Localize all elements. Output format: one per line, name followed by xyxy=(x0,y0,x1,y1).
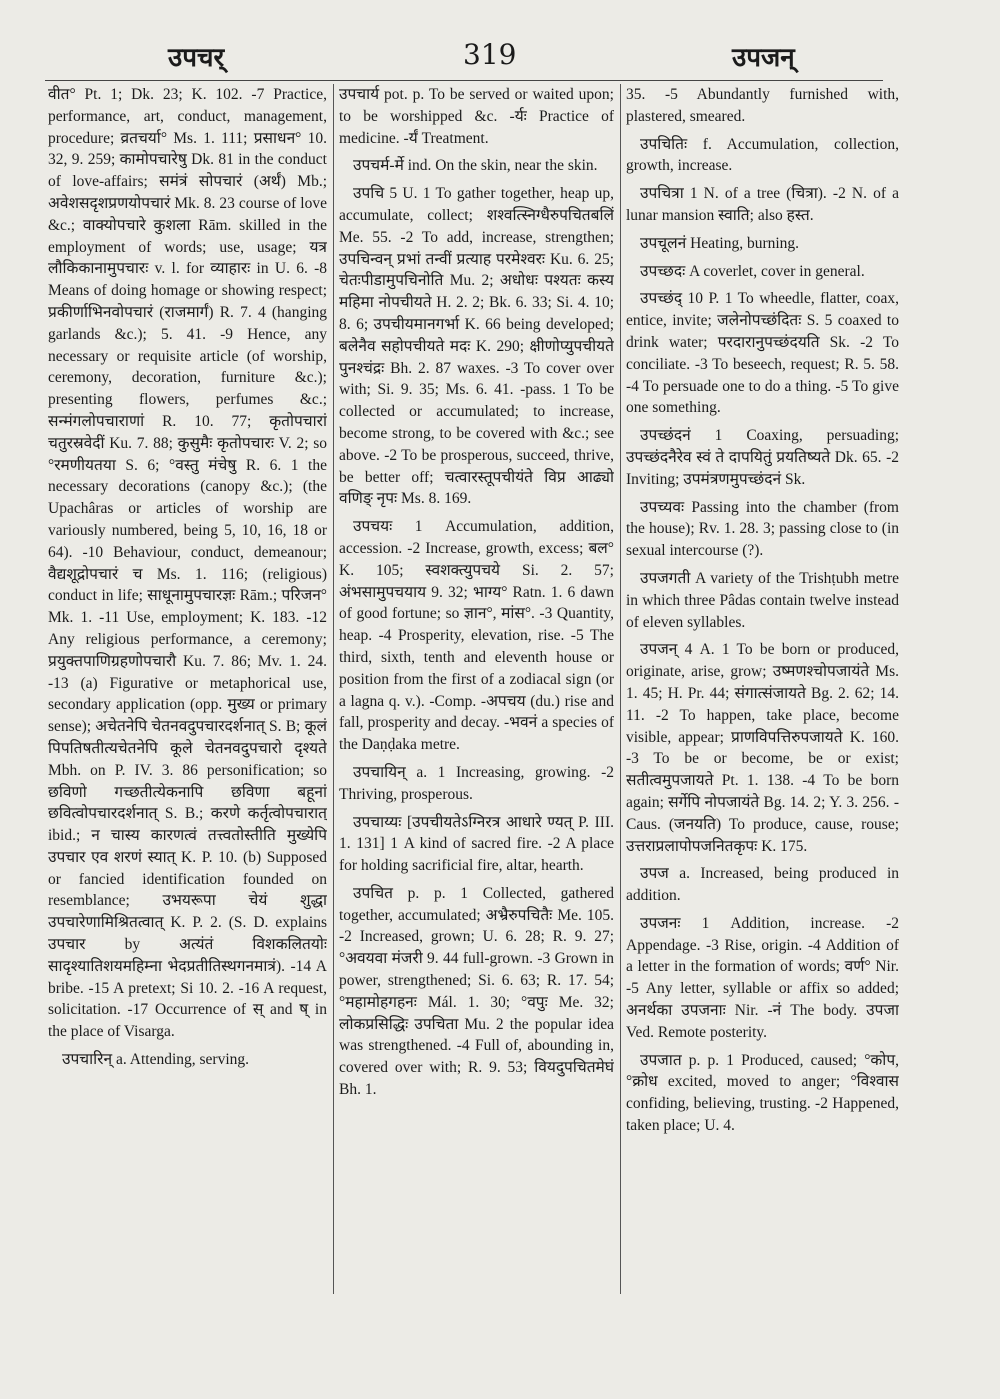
entry-paragraph: उपजनः 1 Addition, increase. -2 Appendage. -3 Rise, origin. -4 Addition of a letter in the formation of words; वर्ण° Nir. -5 Any letter, syllable or affix so added; अनर्थका उपजनाः Nir. -नं The body. उपजा Ved. Remote posterity. xyxy=(626,914,899,1041)
entry-paragraph: उपचाय्यः [उपचीयतेऽग्निरत्र आधारे ण्यत् P. III. 1. 131] 1 A kind of sacred fire. -2 A place for holding sacrificial fire, altar, hearth. xyxy=(339,813,614,875)
entry-paragraph: उपच्छंदनं 1 Coaxing, persuading; उपच्छंदनैरेव स्वं ते दापयितुं प्रयतिष्यते Dk. 65. -2 Inviting; उपमंत्रणमुपच्छंदनं Sk. xyxy=(626,427,899,488)
column-right xyxy=(626,84,899,1294)
page-number: 319 xyxy=(463,38,517,71)
entry-paragraph: उपच्छंद् 10 P. 1 To wheedle, flatter, coax, entice, invite; जलेनोपच्छंदितः S. 5 coaxed to drink water; परदारानुपच्छंदयति Sk. -2 To conciliate. -3 To beseech, request; R. 5. 58. -4 To persuade one to do a thing. -5 To give one something. xyxy=(626,290,899,417)
page-header xyxy=(0,30,1000,80)
header-left-word: उपचर् xyxy=(168,43,225,73)
entry-paragraph: उपच्छदः A coverlet, cover in general. xyxy=(640,262,865,280)
column-middle xyxy=(339,84,614,1294)
column-divider xyxy=(620,84,621,1294)
entry-paragraph: उपचि 5 U. 1 To gather together, heap up, accumulate, collect; शश्वत्स्निग्धैरुपचितबलिं Me. 55. -2 To add, increase, strengthen; उपचिन्वन् प्रभां तन्वीं प्रत्याह परमेश्वरः Ku. 6. 25; चेतःपीडामुपचिनोति Mu. 2; अधोधः पश्यतः कस्य महिमा नोपचीयते H. 2. 2; Bk. 6. 33; Si. 4. 10; 8. 6; उपचीयमानगर्भा K. 66 being developed; बलेनैव सहोपचीयते मदः K. 290; क्षीणोप्युपचीयते पुनश्चंद्रः Bh. 2. 87 waxes. -3 To cover over with; Si. 9. 35; Ms. 6. 41. -pass. 1 To be collected or accumulated; to increase, become strong, to be covered with &c.; see above. -2 To be prosperous, succeed, thrive, be better off; चत्वारस्तूपचीयंते विप्र आढ्यो वणिङ् नृपः Ms. 8. 169. xyxy=(339,185,614,508)
column-divider xyxy=(333,84,334,1294)
entry-paragraph: उपचित p. p. 1 Collected, gathered together, accumulated; अभ्रैरुपचितैः Me. 105. -2 Increased, grown; U. 6. 28; R. 9. 27; °अवयवा मंजरी 9. 44 full-grown. -3 Grown in power, strengthened; Si. 6. 63; R. 17. 54; °महामोहगहनः Mál. 1. 30; °वपुः Me. 32; लोकप्रसिद्धिः उपचिता Mu. 2 the popular idea was strengthened. -4 Full of, abounding in, covered over with; R. 9. 53; वियदुपचितमेघं Bh. 1. xyxy=(339,884,614,1099)
entry-paragraph: उपजन् 4 A. 1 To be born or produced, originate, arise, grow; उष्मणश्चोपजायंते Ms. 1. 45; H. Pr. 44; संगात्संजायते Bg. 2. 62; 14. 11. -2 To happen, take place, become visible, appear; प्राणविपत्तिरुपजायते K. 160. -3 To be or become, be or exist; सतीत्वमुपजायते Pt. 1. 138. -4 To be born again; सर्गेपि नोपजायंते Bg. 14. 2; Y. 3. 256. -Caus. (जनयति) To produce, cause, rouse; उत्तराप्रलापोपजनितकृपः K. 175. xyxy=(626,641,899,855)
column-left xyxy=(48,84,327,1294)
entry-paragraph: उपचायिन् a. 1 Increasing, growing. -2 Thriving, prosperous. xyxy=(339,763,614,803)
entry-paragraph: उपचित्रा 1 N. of a tree (चित्रा). -2 N. of a lunar mansion स्वाति; also हस्त. xyxy=(626,185,899,224)
entry-paragraph: उपचार्य pot. p. To be served or waited upon; to be worshipped &c. -र्यः Practice of medicine. -र्यं Treatment. xyxy=(339,86,614,147)
entry-paragraph: उपचितिः f. Accumulation, collection, growth, increase. xyxy=(626,135,899,175)
entry-paragraph: उपचूलनं Heating, burning. xyxy=(640,234,800,252)
entry-paragraph: उपज a. Increased, being produced in addition. xyxy=(626,865,899,905)
header-rule xyxy=(45,80,883,81)
entry-paragraph: उपजात p. p. 1 Produced, caused; °कोप, °क्रोध excited, moved to anger; °विश्वास confiding, believing, trusting. -2 Happened, taken place; U. 4. xyxy=(626,1051,899,1135)
entry-paragraph: उपजगती A variety of the Trishṭubh metre in which three Pâdas contain twelve instead of eleven syllables. xyxy=(626,569,899,631)
entry-paragraph: उपचयः 1 Accumulation, addition, accession. -2 Increase, growth, excess; बल° K. 105; स्वशक्त्युपचये Si. 2. 57; अंभसामुपचयाय 9. 32; भाग्य° Ratn. 1. 6 dawn of good fortune; so ज्ञान°, मांस°. -3 Quantity, heap. -4 Prosperity, elevation, rise. -5 The third, sixth, tenth and eleventh house or position from the first of a zodiacal sign (or a lagna q. v.). -Comp. -अपचय (du.) rise and fall, prosperity and decay. -भवनं a species of the Daṇḍaka metre. xyxy=(339,518,614,754)
header-right-word: उपजन् xyxy=(732,43,795,73)
entry-paragraph: उपचारिन् a. Attending, serving. xyxy=(62,1051,250,1069)
entry-paragraph: वीत° Pt. 1; Dk. 23; K. 102. -7 Practice, performance, art, conduct, management, procedure; व्रतचर्या° Ms. 1. 111; प्रसाधन° 10. 32, 9. 259; कामोपचारेषु Dk. 81 in the conduct of love-affairs; समंत्रं सोपचारं (अर्थं) Mb.; अवेशसदृशप्रणयोपचारं Mk. 8. 23 course of love &c.; वाक्योपचारे कुशला Rām. skilled in the employment of words; use, usage; यत्र लौकिकानामुपचारः v. l. for व्याहारः in U. 6. -8 Means of doing homage or showing respect; प्रकीर्णाभिनवोपचारं (राजमार्गं) R. 7. 4 (hanging garlands &c.); 5. 41. -9 Hence, any necessary or requisite article (of worship, ceremony, decoration, furniture &c.); presenting flowers, perfumes &c.; सन्मंगलोपचाराणां R. 10. 77; कृतोपचारां चतुरस्रवेदीं Ku. 7. 88; कुसुमैः कृतोपचारः V. 2; so °रमणीयतया S. 6; °वस्तु मंचेषु R. 6. 1 the necessary decorations (canopy &c.); (the Upachâras or articles of worship are variously numbered, being 5, 10, 16, 18 or 64). -10 Behaviour, conduct, demeanour; वैद्यशूद्रोपचारं च Ms. 1. 116; (religious) conduct in life; साधूनामुपचारज्ञः Rām.; परिजन° Mk. 1. -11 Use, employment; K. 183. -12 Any religious performance, a ceremony; प्रयुक्तपाणिग्रहणोपचारौ Ku. 7. 86; Mv. 1. 24. -13 (a) Figurative or metaphorical use, secondary application (opp. मुख्य or primary sense); अचेतनेपि चेतनवदुपचारदर्शनात् S. B; कूलं पिपतिषतीत्यचेतनेपि कूले चेतनवदुपचारो दृश्यते Mbh. on P. IV. 3. 86 personification; so छविणो गच्छतीत्येकनापि छविणा बहूनां छवित्वोपचारदर्शनात् S. B.; करणे कर्तृत्वोपचारात् ibid.; न चास्य कारणत्वं तत्त्वतोस्तीति मुख्येपि उपचार एव शरणं स्यात् K. P. 10. (b) Supposed or fancied identification founded on resemblance; उभयरूपा चेयं शुद्धा उपचारेणामिश्रितत्वात् K. P. 2. (S. D. explains उपचार by अत्यंतं विशकलितयोः सादृश्यातिशयमहिम्ना भेदप्रतीतिस्थगनमात्रं). -14 A bribe. -15 A pretext; Si 10. 2. -16 A request, solicitation. -17 Occurrence of स् and ष् in the place of Visarga. xyxy=(48,86,327,1041)
entry-paragraph: 35. -5 Abundantly furnished with, plastered, smeared. xyxy=(626,86,899,125)
entry-paragraph: उपच्यवः Passing into the chamber (from the house); Rv. 1. 28. 3; passing close to (in sexual intercourse (?). xyxy=(626,498,899,560)
entry-paragraph: उपचर्म-र्मे ind. On the skin, near the skin. xyxy=(353,157,598,175)
